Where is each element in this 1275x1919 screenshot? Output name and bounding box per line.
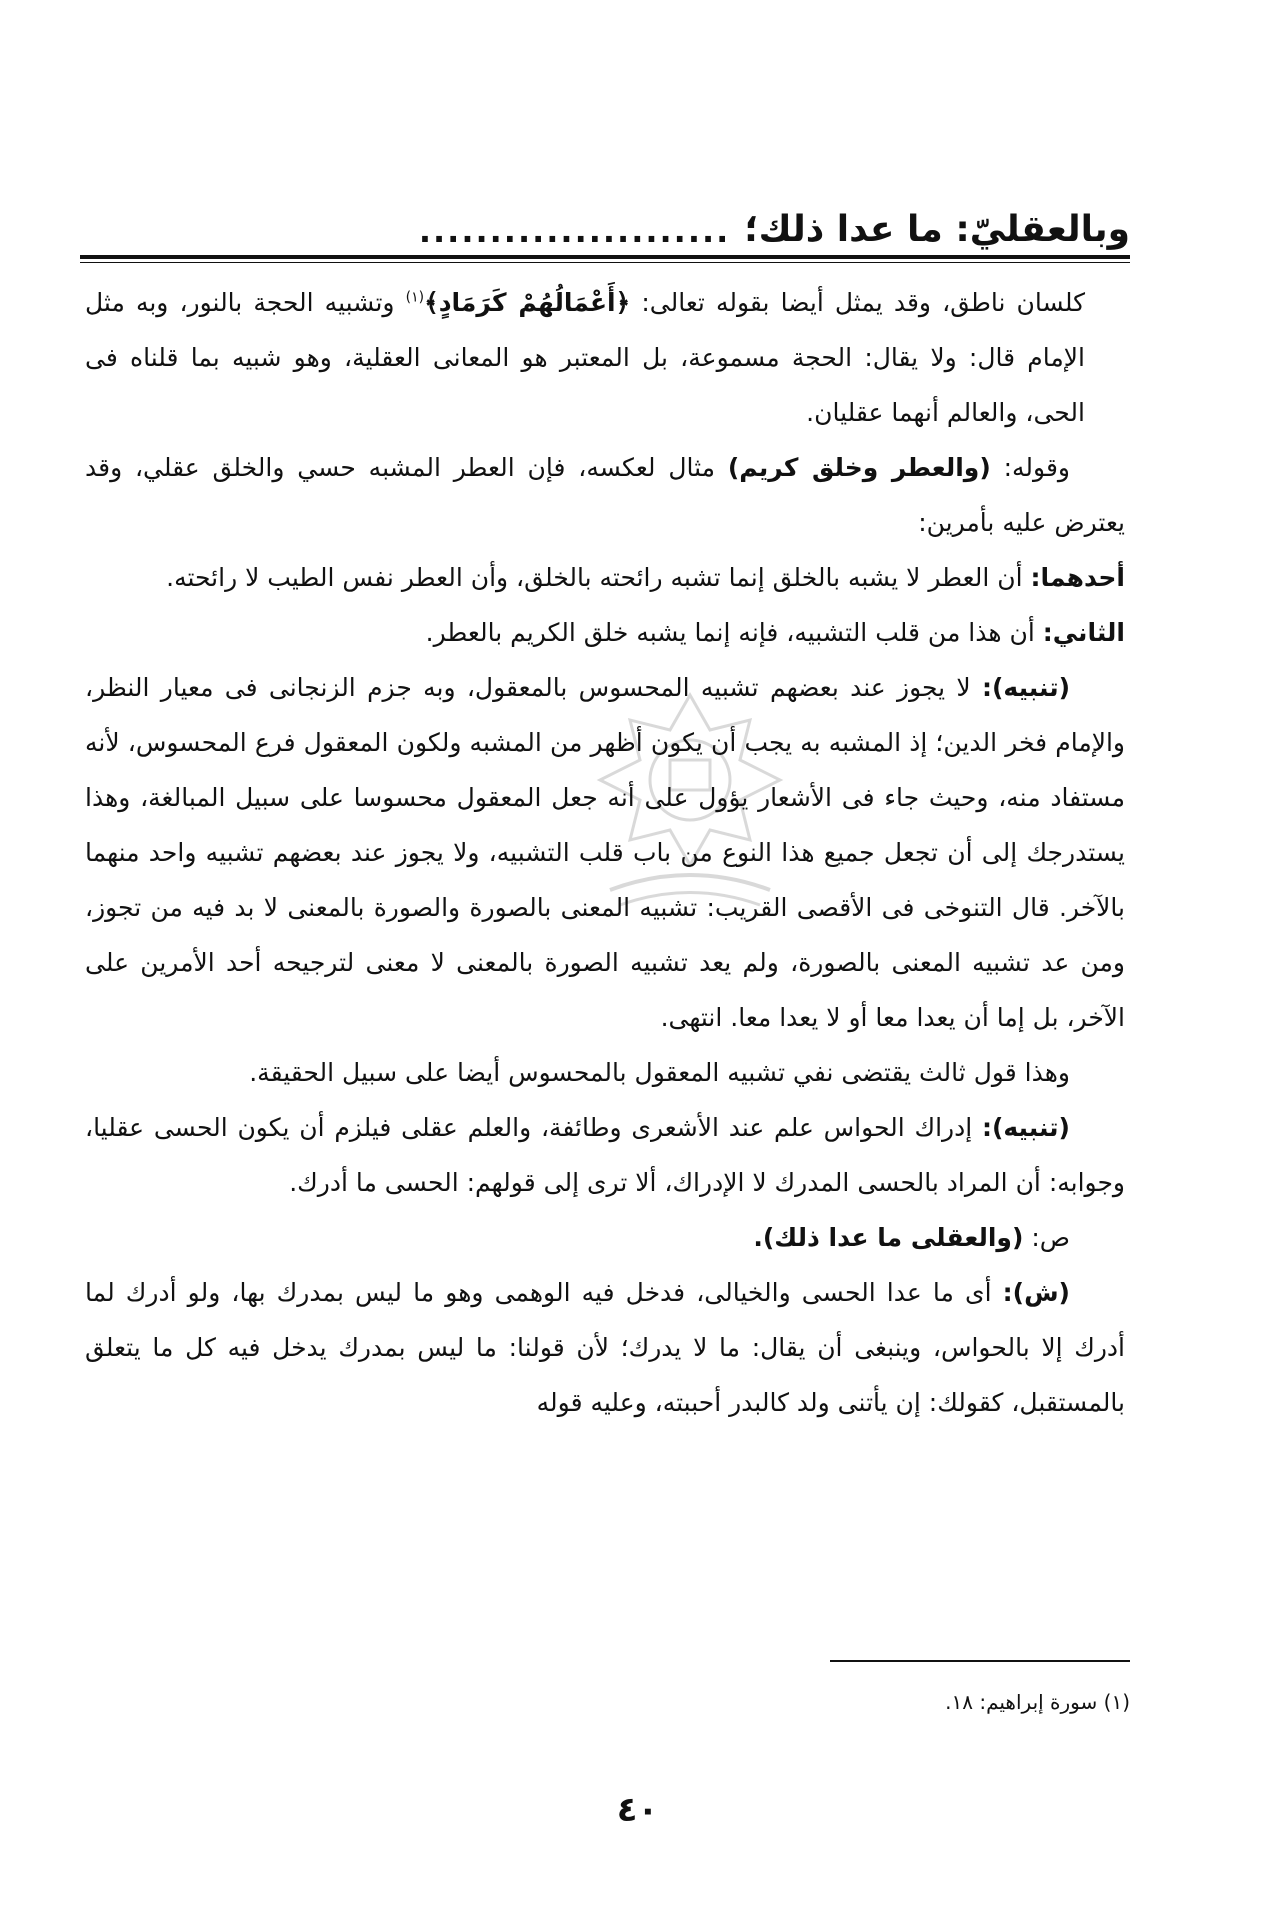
term-label: أحدهما: <box>1030 563 1125 592</box>
running-header <box>80 190 1130 250</box>
term-label: (تنبيه): <box>981 1113 1070 1142</box>
paragraph-sharh <box>85 1265 1125 1430</box>
paragraph-third-view <box>85 1045 1125 1100</box>
header-title: وبالعقليّ: ما عدا ذلك؛ <box>744 209 1130 250</box>
main-text <box>85 275 1125 1430</box>
text-segment: أن هذا من قلب التشبيه، فإنه إنما يشبه خلق الكريم بالعطر. <box>425 618 1035 647</box>
paragraph-note-2 <box>85 1100 1125 1210</box>
term-label: (تنبيه): <box>982 673 1071 702</box>
text-segment: إدراك الحواس علم عند الأشعرى وطائفة، والعلم عقلى فيلزم أن يكون الحسى عقليا، وجوابه: أن المراد بالحسى المدرك لا الإدراك، ألا ترى إلى قولهم: الحسى ما أدرك. <box>85 1113 1125 1197</box>
term-label: (ش): <box>1002 1278 1070 1307</box>
header-rule-thick <box>80 255 1130 259</box>
footnote-ref: (١) <box>405 289 425 306</box>
paragraph-continuation <box>85 275 1125 440</box>
header-dots: ...................... <box>418 212 731 250</box>
quoted-phrase: (والعقلى ما عدا ذلك). <box>753 1223 1024 1252</box>
paragraph-first-objection <box>85 550 1125 605</box>
text-segment: أن العطر لا يشبه بالخلق إنما تشبه رائحته بالخلق، وأن العطر نفس الطيب لا رائحته. <box>166 563 1023 592</box>
paragraph-second-objection <box>85 605 1125 660</box>
footnote: (١) سورة إبراهيم: ١٨. <box>945 1690 1130 1714</box>
quoted-phrase: (والعطر وخلق كريم) <box>727 453 991 482</box>
quran-quote: ﴿أَعْمَالُهُمْ كَرَمَادٍ﴾ <box>424 288 631 317</box>
text-segment: مثال لعكسه، فإن العطر المشبه حسي والخلق عقلي، وقد يعترض عليه بأمرين: <box>85 453 1125 537</box>
text-segment: لا يجوز عند بعضهم تشبيه المحسوس بالمعقول، وبه جزم الزنجانى فى معيار النظر، والإمام فخر الدين؛ إذ المشبه به يجب أن يكون أظهر من المشبه ولكون المعقول فرع المحسوس، لأنه مستفاد منه، وحيث جاء فى الأشعار يؤول على أنه جعل المعقول محسوسا على سبيل المبالغة، وهذا يستدرجك إلى أن تجعل جميع هذا النوع من باب قلب التشبيه، ولا يجوز عند بعضهم تشبيه واحد منهما بالآخر. قال التنوخى فى الأقصى القريب: تشبيه المعنى بالصورة والصورة بالمعنى لا بد فيه من تجوز، ومن عد تشبيه المعنى بالصورة، ولم يعد تشبيه الصورة بالمعنى لا معنى لترجيحه أحد الأمرين على الآخر، بل إما أن يعدا معا أو لا يعدا معا. انتهى. <box>85 673 1125 1032</box>
term-label: الثاني: <box>1042 618 1125 647</box>
text-segment: وهذا قول ثالث يقتضى نفي تشبيه المعقول بالمحسوس أيضا على سبيل الحقيقة. <box>249 1058 1070 1087</box>
text-segment: ص: <box>1031 1223 1070 1252</box>
text-segment: وتشبيه الحجة بالنور، وبه مثل الإمام قال: ولا يقال: الحجة مسموعة، بل المعتبر هو المعانى العقلية، وهو شبيه بما قلناه فى الحى، والعالم أنهما عقليان. <box>85 288 1085 427</box>
header-rule-thin <box>80 262 1130 263</box>
paragraph-matn <box>85 1210 1125 1265</box>
text-segment: وقوله: <box>1003 453 1070 482</box>
paragraph-example <box>85 440 1125 550</box>
footnote-rule <box>830 1660 1130 1662</box>
paragraph-note-1 <box>85 660 1125 1045</box>
page-number: ٤٠ <box>616 1790 659 1830</box>
text-segment: أى ما عدا الحسى والخيالى، فدخل فيه الوهمى وهو ما ليس بمدرك بها، ولو أدرك لما أدرك إلا بالحواس، وينبغى أن يقال: ما لا يدرك؛ لأن قولنا: ما ليس بمدرك يدخل فيه كل ما يتعلق بالمستقبل، كقولك: إن يأتنى ولد كالبدر أحببته، وعليه قوله <box>85 1278 1125 1417</box>
text-segment: كلسان ناطق، وقد يمثل أيضا بقوله تعالى: <box>641 288 1086 317</box>
